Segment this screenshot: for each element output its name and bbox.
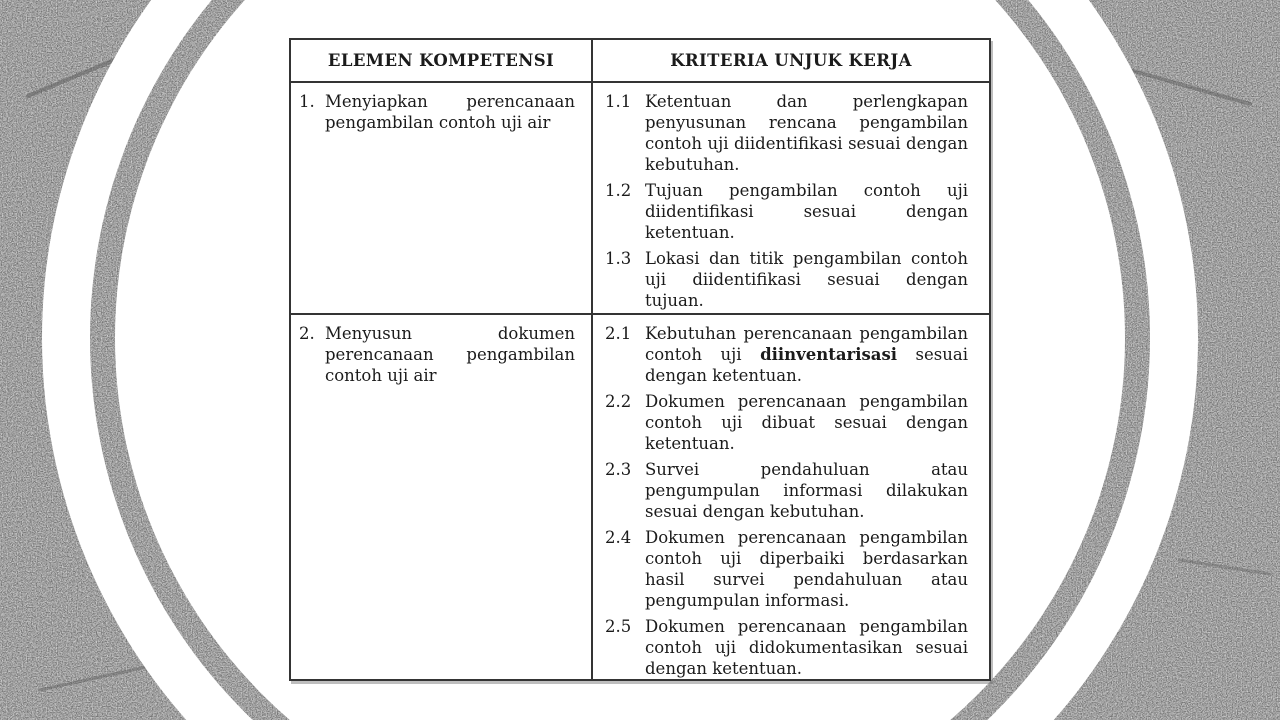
element-text: Menyusun dokumen perencanaan pengambilan contoh uji air <box>325 324 575 385</box>
criteria-number: 2.5 <box>605 617 632 636</box>
criteria-text: Lokasi dan titik pengambilan contoh uji diidentifikasi sesuai dengan tujuan. <box>645 249 968 310</box>
criteria-number: 1.1 <box>605 92 632 111</box>
table-body <box>291 83 989 679</box>
criteria-cell <box>593 83 989 313</box>
element-item <box>299 323 575 386</box>
criteria-item <box>605 248 968 311</box>
criteria-text: Ketentuan dan perlengkapan penyusunan rencana pengambilan contoh uji diidentifikasi sesuai dengan kebutuhan. <box>645 92 968 174</box>
criteria-text: Survei pendahuluan atau pengumpulan informasi dilakukan sesuai dengan kebutuhan. <box>645 460 968 521</box>
criteria-text: Dokumen perencanaan pengambilan contoh uji diperbaiki berdasarkan hasil survei pendahuluan atau pengumpulan informasi. <box>645 528 968 610</box>
table-row <box>291 83 989 315</box>
criteria-item <box>605 180 968 243</box>
element-cell <box>291 83 593 313</box>
element-text: Menyiapkan perencanaan pengambilan contoh uji air <box>325 92 575 132</box>
criteria-text: Tujuan pengambilan contoh uji diidentifikasi sesuai dengan ketentuan. <box>645 181 968 242</box>
bold-term: diinventarisasi <box>760 345 898 364</box>
criteria-item <box>605 527 968 611</box>
criteria-item <box>605 459 968 522</box>
criteria-cell <box>593 315 989 679</box>
criteria-text: Dokumen perencanaan pengambilan contoh uji didokumentasikan sesuai dengan ketentuan. <box>645 617 968 678</box>
element-cell <box>291 315 593 679</box>
criteria-item <box>605 616 968 679</box>
element-item <box>299 91 575 133</box>
criteria-text: Dokumen perencanaan pengambilan contoh uji dibuat sesuai dengan ketentuan. <box>645 392 968 453</box>
table-header-row <box>291 40 989 83</box>
criteria-number: 1.3 <box>605 249 632 268</box>
criteria-number: 2.2 <box>605 392 632 411</box>
criteria-number: 2.3 <box>605 460 632 479</box>
table-row <box>291 315 989 679</box>
criteria-item <box>605 391 968 454</box>
criteria-number: 1.2 <box>605 181 632 200</box>
column-header-elemen-kompetensi: ELEMEN KOMPETENSI <box>291 40 593 81</box>
column-header-kriteria-unjuk-kerja: KRITERIA UNJUK KERJA <box>670 51 912 70</box>
criteria-item <box>605 91 968 175</box>
criteria-item <box>605 323 968 386</box>
criteria-number: 2.4 <box>605 528 632 547</box>
competency-table <box>289 38 991 681</box>
criteria-number: 2.1 <box>605 324 632 343</box>
criteria-text: Kebutuhan perencanaan pengambilan contoh uji diinventarisasi sesuai dengan ketentuan. <box>645 324 968 385</box>
element-number: 2. <box>299 324 315 343</box>
element-number: 1. <box>299 92 315 111</box>
